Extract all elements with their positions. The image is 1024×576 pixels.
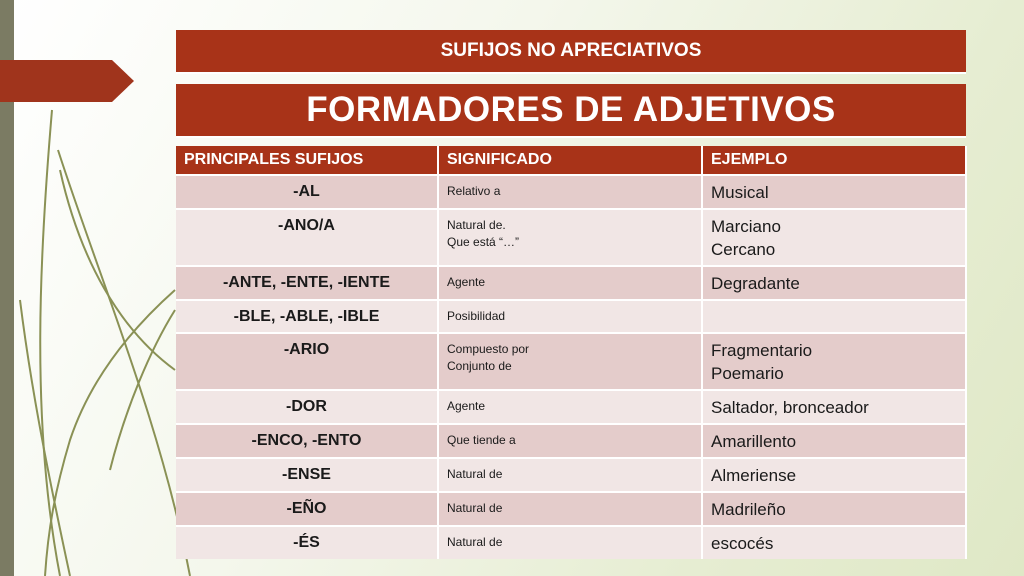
meaning-cell (438, 333, 702, 390)
column-header-example: EJEMPLO (702, 146, 966, 175)
meaning-line: Conjunto de (447, 359, 512, 373)
meaning-line: Compuesto por (447, 342, 530, 356)
example-line: escocés (711, 534, 774, 553)
meaning-line: Que está “…” (447, 235, 520, 249)
example-line: Poemario (711, 364, 784, 383)
meaning-cell (438, 209, 702, 266)
table-row (176, 333, 966, 390)
example-line: Saltador, bronceador (711, 398, 869, 417)
example-cell (702, 526, 966, 559)
meaning-cell (438, 390, 702, 424)
table-row (176, 492, 966, 526)
example-cell (702, 300, 966, 333)
example-cell (702, 390, 966, 424)
page-title: FORMADORES DE ADJETIVOS (176, 84, 966, 138)
suffix-cell: -ANO/A (176, 209, 438, 266)
example-cell (702, 333, 966, 390)
meaning-line: Agente (447, 275, 486, 289)
example-cell (702, 266, 966, 300)
meaning-line: Natural de (447, 535, 503, 549)
meaning-line: Natural de (447, 501, 503, 515)
table-row (176, 526, 966, 559)
example-line: Musical (711, 183, 769, 202)
column-header-meaning: SIGNIFICADO (438, 146, 702, 175)
suffix-cell: -ARIO (176, 333, 438, 390)
suffix-table (176, 146, 967, 559)
suffix-cell: -ENSE (176, 458, 438, 492)
example-cell (702, 458, 966, 492)
table-row (176, 300, 966, 333)
suffix-cell: -ENCO, -ENTO (176, 424, 438, 458)
suffix-cell: -DOR (176, 390, 438, 424)
table-row (176, 266, 966, 300)
meaning-cell (438, 526, 702, 559)
table-row (176, 390, 966, 424)
meaning-line: Relativo a (447, 184, 501, 198)
table-row (176, 209, 966, 266)
suffix-cell: -AL (176, 175, 438, 209)
meaning-line: Agente (447, 399, 486, 413)
table-row (176, 175, 966, 209)
meaning-line: Natural de. (447, 218, 506, 232)
table-header-row (176, 146, 966, 175)
example-line: Degradante (711, 274, 800, 293)
suffix-cell: -BLE, -ABLE, -IBLE (176, 300, 438, 333)
table-row (176, 458, 966, 492)
example-cell (702, 492, 966, 526)
column-header-suffixes: PRINCIPALES SUFIJOS (176, 146, 438, 175)
example-line: Fragmentario (711, 341, 813, 360)
example-cell (702, 209, 966, 266)
example-cell (702, 175, 966, 209)
meaning-line: Que tiende a (447, 433, 516, 447)
meaning-cell (438, 175, 702, 209)
meaning-cell (438, 424, 702, 458)
meaning-cell (438, 492, 702, 526)
meaning-line: Posibilidad (447, 309, 506, 323)
suffix-cell: -ANTE, -ENTE, -IENTE (176, 266, 438, 300)
meaning-cell (438, 266, 702, 300)
suffix-cell: -ÉS (176, 526, 438, 559)
table-row (176, 424, 966, 458)
example-cell (702, 424, 966, 458)
meaning-cell (438, 458, 702, 492)
example-line: Almeriense (711, 466, 797, 485)
meaning-line: Natural de (447, 467, 503, 481)
page-subtitle: SUFIJOS NO APRECIATIVOS (176, 30, 966, 74)
example-line: Cercano (711, 240, 776, 259)
example-line: Amarillento (711, 432, 797, 451)
meaning-cell (438, 300, 702, 333)
example-line: Marciano (711, 217, 781, 236)
suffix-cell: -EÑO (176, 492, 438, 526)
arrow-tab (0, 60, 134, 102)
example-line: Madrileño (711, 500, 786, 519)
